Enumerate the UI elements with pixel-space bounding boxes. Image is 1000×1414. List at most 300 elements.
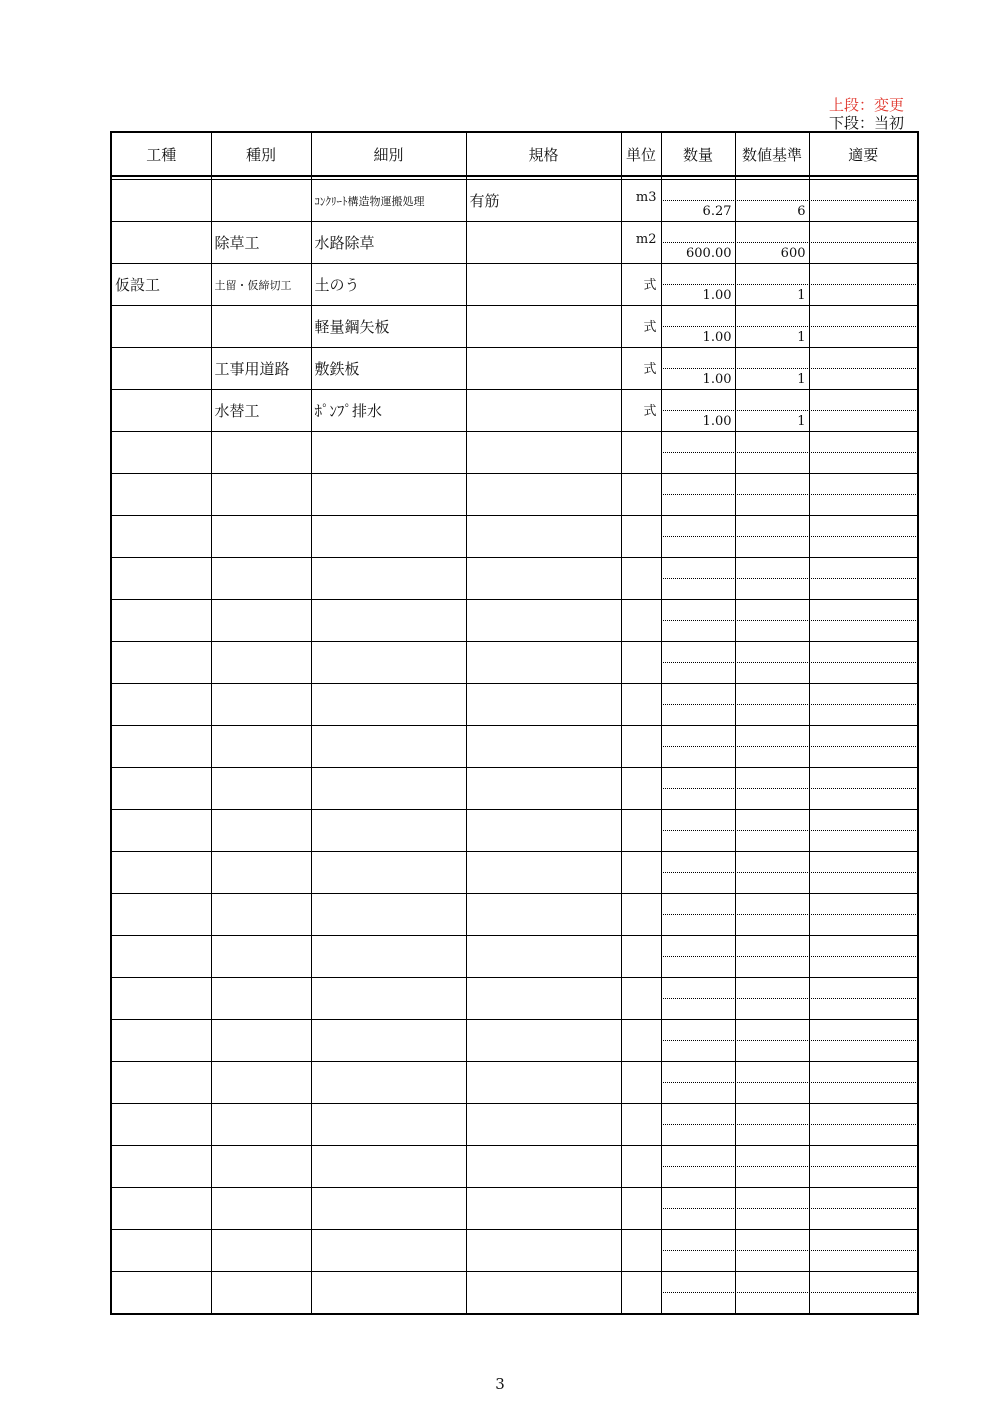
suryo-cell [661, 1062, 735, 1104]
shubetsu: 除草工 [214, 234, 260, 252]
kikaku-cell [466, 390, 621, 432]
kijun-lower [736, 1251, 809, 1271]
kikaku-cell [466, 432, 621, 474]
suryo-lower [662, 453, 735, 473]
tekiyo-cell [809, 348, 918, 390]
tani [622, 432, 661, 442]
shubetsu [212, 558, 311, 568]
tani-cell [621, 264, 661, 306]
table-row [111, 558, 918, 600]
kikaku [467, 1188, 621, 1198]
suryo-cell [661, 726, 735, 768]
tekiyo-cell [809, 600, 918, 642]
koushu [112, 1062, 211, 1072]
table-row [111, 1230, 918, 1272]
suryo-lower [662, 621, 735, 641]
suryo-upper [663, 1104, 734, 1125]
tekiyo-cell [809, 222, 918, 264]
tani [622, 852, 661, 862]
tekiyo-lower [810, 1209, 918, 1229]
tekiyo-lower [810, 537, 918, 557]
table-row [111, 222, 918, 264]
table-row [111, 978, 918, 1020]
suryo-lower [662, 705, 735, 725]
tani [622, 978, 661, 988]
kijun-lower [736, 495, 809, 515]
suryo-cell [661, 936, 735, 978]
kijun-upper [737, 348, 808, 369]
koushu-cell [111, 222, 211, 264]
tekiyo-cell [809, 1020, 918, 1062]
suryo-upper [663, 642, 734, 663]
kijun-upper [737, 894, 808, 915]
shubetsu-cell [211, 642, 311, 684]
koushu-cell [111, 894, 211, 936]
koushu-cell [111, 600, 211, 642]
kijun-cell [735, 1188, 809, 1230]
koushu-cell [111, 264, 211, 306]
kijun-lower: 6 [797, 204, 806, 219]
kikaku [467, 684, 621, 694]
shubetsu [212, 180, 311, 190]
koushu [112, 936, 211, 946]
saibetsu-cell [311, 1272, 466, 1315]
table-row [111, 894, 918, 936]
suryo-lower [662, 1293, 735, 1313]
koushu [112, 180, 211, 190]
tani [622, 1104, 661, 1114]
kikaku [467, 1272, 621, 1282]
tekiyo-upper [811, 306, 917, 327]
suryo-lower: 1.00 [702, 414, 732, 429]
kijun-upper [737, 1188, 808, 1209]
koushu-cell [111, 180, 211, 222]
koushu [112, 1188, 211, 1198]
saibetsu [312, 1062, 466, 1072]
table-row [111, 474, 918, 516]
koushu [112, 852, 211, 862]
tani-cell [621, 474, 661, 516]
suryo-lower: 6.27 [702, 204, 732, 219]
koushu [112, 600, 211, 610]
tekiyo-lower [810, 495, 918, 515]
kijun-cell [735, 1020, 809, 1062]
saibetsu [312, 768, 466, 778]
kijun-upper [737, 180, 808, 201]
shubetsu [212, 978, 311, 988]
tekiyo-lower [810, 1293, 918, 1313]
suryo-cell [661, 1188, 735, 1230]
saibetsu [312, 516, 466, 526]
suryo-cell [661, 978, 735, 1020]
suryo-upper [663, 1230, 734, 1251]
kijun-lower: 1 [797, 330, 806, 345]
saibetsu [312, 1146, 466, 1156]
saibetsu [312, 852, 466, 862]
kijun-lower [736, 1167, 809, 1187]
koushu-cell [111, 1272, 211, 1315]
table-row [111, 684, 918, 726]
kijun-upper [737, 474, 808, 495]
tekiyo-cell [809, 474, 918, 516]
table-row [111, 726, 918, 768]
tani-cell [621, 936, 661, 978]
tekiyo-upper [811, 180, 917, 201]
koushu-cell [111, 1188, 211, 1230]
tekiyo-lower [810, 1167, 918, 1187]
saibetsu [312, 642, 466, 652]
tekiyo-cell [809, 684, 918, 726]
quantity-table [110, 131, 919, 1315]
header-tekiyo: 適要 [809, 132, 918, 176]
kijun-lower [736, 999, 809, 1019]
saibetsu-cell [311, 432, 466, 474]
tekiyo-upper [811, 642, 917, 663]
suryo-upper [663, 894, 734, 915]
tekiyo-cell [809, 978, 918, 1020]
kikaku-cell [466, 642, 621, 684]
shubetsu [212, 1104, 311, 1114]
kikaku [467, 768, 621, 778]
tekiyo-cell [809, 1146, 918, 1188]
tekiyo-lower [810, 411, 918, 431]
kikaku [467, 642, 621, 652]
saibetsu [312, 894, 466, 904]
tekiyo-upper [811, 1272, 917, 1293]
koushu-cell [111, 852, 211, 894]
saibetsu [312, 600, 466, 610]
suryo-upper [663, 600, 734, 621]
tekiyo-upper [811, 936, 917, 957]
kikaku-cell [466, 516, 621, 558]
saibetsu-cell [311, 1020, 466, 1062]
tani [622, 768, 661, 778]
koushu [112, 978, 211, 988]
kijun-cell [735, 180, 809, 222]
kikaku-cell [466, 348, 621, 390]
tekiyo-lower [810, 201, 918, 221]
kikaku-cell [466, 1230, 621, 1272]
shubetsu [212, 474, 311, 484]
kijun-lower [736, 1125, 809, 1145]
tani-cell [621, 180, 661, 222]
kijun-cell [735, 1146, 809, 1188]
saibetsu-cell [311, 348, 466, 390]
suryo-lower [662, 1209, 735, 1229]
kijun-cell [735, 894, 809, 936]
table-row [111, 1062, 918, 1104]
tani [622, 558, 661, 568]
tani: 式 [643, 362, 657, 377]
tani [622, 516, 661, 526]
suryo-lower: 1.00 [702, 288, 732, 303]
koushu [112, 726, 211, 736]
tekiyo-lower [810, 915, 918, 935]
tekiyo-lower [810, 243, 918, 263]
kijun-upper [737, 516, 808, 537]
kijun-upper [737, 684, 808, 705]
saibetsu-cell [311, 726, 466, 768]
tekiyo-lower [810, 831, 918, 851]
tekiyo-upper [811, 768, 917, 789]
table-row [111, 306, 918, 348]
kijun-lower [736, 873, 809, 893]
table-body [111, 180, 918, 1315]
saibetsu [312, 1230, 466, 1240]
kikaku-cell [466, 1146, 621, 1188]
suryo-cell [661, 600, 735, 642]
header-row [111, 132, 918, 176]
kikaku [467, 1020, 621, 1030]
kijun-lower [736, 579, 809, 599]
suryo-upper [663, 558, 734, 579]
saibetsu-cell [311, 1188, 466, 1230]
tekiyo-cell [809, 1272, 918, 1315]
table-row [111, 180, 918, 222]
tani: 式 [643, 278, 657, 293]
kijun-upper [737, 726, 808, 747]
suryo-lower [662, 1167, 735, 1187]
kijun-lower [736, 663, 809, 683]
shubetsu [212, 1146, 311, 1156]
tekiyo-lower [810, 1041, 918, 1061]
shubetsu [212, 600, 311, 610]
kikaku [467, 1104, 621, 1114]
koushu [112, 1272, 211, 1282]
koushu-cell [111, 1020, 211, 1062]
table-row [111, 348, 918, 390]
saibetsu-cell [311, 390, 466, 432]
kijun-lower [736, 1293, 809, 1313]
kijun-lower [736, 705, 809, 725]
tekiyo-lower [810, 957, 918, 977]
suryo-lower: 1.00 [702, 372, 732, 387]
kijun-upper [737, 306, 808, 327]
kijun-upper [737, 222, 808, 243]
page-number: 3 [495, 1375, 505, 1393]
saibetsu [312, 936, 466, 946]
shubetsu-cell [211, 894, 311, 936]
tekiyo-cell [809, 1230, 918, 1272]
koushu-cell [111, 684, 211, 726]
kikaku [467, 894, 621, 904]
tani [622, 1020, 661, 1030]
suryo-lower [662, 1125, 735, 1145]
suryo-lower [662, 831, 735, 851]
tani-cell [621, 1020, 661, 1062]
suryo-lower [662, 915, 735, 935]
saibetsu: 軽量鋼矢板 [314, 318, 390, 336]
kijun-upper [737, 1272, 808, 1293]
tani [622, 1062, 661, 1072]
tani-cell [621, 1230, 661, 1272]
kikaku [467, 978, 621, 988]
koushu [112, 558, 211, 568]
kijun-cell [735, 306, 809, 348]
kijun-cell [735, 852, 809, 894]
header-saibetsu: 細別 [311, 132, 466, 176]
tani-cell [621, 222, 661, 264]
suryo-cell [661, 894, 735, 936]
kijun-upper [737, 264, 808, 285]
saibetsu [312, 1020, 466, 1030]
tani [622, 600, 661, 610]
shubetsu-cell [211, 936, 311, 978]
legend [829, 96, 904, 132]
suryo-upper [663, 852, 734, 873]
tekiyo-lower [810, 705, 918, 725]
kikaku [467, 348, 621, 358]
header-shubetsu: 種別 [211, 132, 311, 176]
shubetsu-cell [211, 222, 311, 264]
suryo-lower [662, 873, 735, 893]
tekiyo-upper [811, 264, 917, 285]
suryo-lower [662, 957, 735, 977]
saibetsu: 土のう [314, 276, 360, 294]
tani-cell [621, 642, 661, 684]
saibetsu [312, 726, 466, 736]
shubetsu [212, 1272, 311, 1282]
suryo-cell [661, 642, 735, 684]
kijun-cell [735, 1062, 809, 1104]
shubetsu-cell [211, 1104, 311, 1146]
saibetsu-cell [311, 852, 466, 894]
shubetsu [212, 852, 311, 862]
tekiyo-upper [811, 1020, 917, 1041]
kikaku [467, 600, 621, 610]
suryo-cell [661, 264, 735, 306]
suryo-lower [662, 999, 735, 1019]
tani-cell [621, 432, 661, 474]
kikaku [467, 432, 621, 442]
header-suryo: 数量 [661, 132, 735, 176]
kikaku [467, 726, 621, 736]
tekiyo-cell [809, 726, 918, 768]
saibetsu-cell [311, 558, 466, 600]
kijun-lower [736, 537, 809, 557]
tani-cell [621, 810, 661, 852]
saibetsu [312, 474, 466, 484]
tani-cell [621, 558, 661, 600]
header-koushu: 工種 [111, 132, 211, 176]
koushu-cell [111, 1230, 211, 1272]
suryo-cell [661, 1020, 735, 1062]
kijun-upper [737, 810, 808, 831]
header-tani: 単位 [621, 132, 661, 176]
koushu [112, 222, 211, 232]
shubetsu [212, 642, 311, 652]
tekiyo-upper [811, 1188, 917, 1209]
suryo-lower [662, 579, 735, 599]
shubetsu [212, 1020, 311, 1030]
suryo-upper [663, 1062, 734, 1083]
kikaku-cell [466, 264, 621, 306]
saibetsu-cell [311, 1146, 466, 1188]
saibetsu-cell [311, 264, 466, 306]
saibetsu-cell [311, 600, 466, 642]
tani-cell [621, 516, 661, 558]
suryo-cell [661, 810, 735, 852]
koushu-cell [111, 432, 211, 474]
shubetsu [212, 810, 311, 820]
saibetsu-cell [311, 1104, 466, 1146]
suryo-upper [663, 432, 734, 453]
saibetsu-cell [311, 180, 466, 222]
suryo-upper [663, 810, 734, 831]
kijun-lower [736, 957, 809, 977]
suryo-upper [663, 726, 734, 747]
kikaku-cell [466, 1062, 621, 1104]
tekiyo-cell [809, 390, 918, 432]
shubetsu [212, 516, 311, 526]
suryo-upper [663, 768, 734, 789]
saibetsu-cell [311, 978, 466, 1020]
tekiyo-cell [809, 1104, 918, 1146]
shubetsu-cell [211, 180, 311, 222]
shubetsu-cell [211, 348, 311, 390]
suryo-upper [663, 390, 734, 411]
suryo-upper [663, 474, 734, 495]
shubetsu [212, 684, 311, 694]
table-row [111, 1146, 918, 1188]
table-row [111, 1272, 918, 1315]
koushu [112, 768, 211, 778]
tekiyo-upper [811, 978, 917, 999]
tekiyo-upper [811, 222, 917, 243]
kijun-lower [736, 621, 809, 641]
suryo-upper [663, 516, 734, 537]
tani [622, 684, 661, 694]
suryo-upper [663, 1272, 734, 1293]
kikaku-cell [466, 978, 621, 1020]
kikaku-cell [466, 768, 621, 810]
tekiyo-cell [809, 516, 918, 558]
suryo-lower [662, 1041, 735, 1061]
kijun-cell [735, 978, 809, 1020]
suryo-lower [662, 1083, 735, 1103]
suryo-cell [661, 348, 735, 390]
shubetsu-cell [211, 390, 311, 432]
table-row [111, 1104, 918, 1146]
shubetsu-cell [211, 474, 311, 516]
kikaku [467, 516, 621, 526]
saibetsu [312, 1188, 466, 1198]
kijun-cell [735, 348, 809, 390]
shubetsu [212, 726, 311, 736]
saibetsu-cell [311, 1230, 466, 1272]
tekiyo-upper [811, 726, 917, 747]
kijun-cell [735, 222, 809, 264]
kijun-upper [737, 1104, 808, 1125]
kijun-upper [737, 642, 808, 663]
tekiyo-lower [810, 285, 918, 305]
kikaku: 有筋 [469, 192, 500, 210]
shubetsu-cell [211, 726, 311, 768]
saibetsu-cell [311, 306, 466, 348]
tekiyo-cell [809, 264, 918, 306]
kikaku-cell [466, 1272, 621, 1315]
saibetsu [312, 978, 466, 988]
saibetsu-cell [311, 894, 466, 936]
koushu-cell [111, 348, 211, 390]
tani [622, 1188, 661, 1198]
shubetsu [212, 1230, 311, 1240]
koushu-cell [111, 726, 211, 768]
kijun-lower [736, 789, 809, 809]
tekiyo-lower [810, 369, 918, 389]
tekiyo-lower [810, 663, 918, 683]
saibetsu [312, 558, 466, 568]
